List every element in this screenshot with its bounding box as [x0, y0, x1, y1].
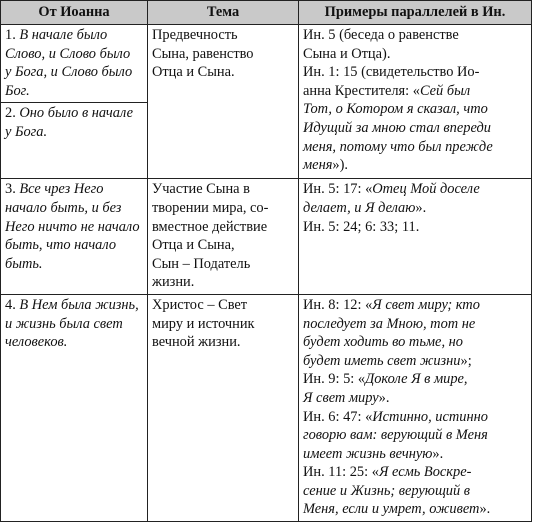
table-row [1, 25, 532, 103]
topic-cell [148, 179, 299, 295]
italic-text: Я свет миру [303, 389, 379, 406]
parallels-cell [299, 294, 532, 521]
text: Ин. 5 (беседа о равенстве [303, 27, 459, 43]
text-line [5, 104, 143, 123]
text-line [303, 500, 527, 519]
text-line [5, 218, 143, 237]
parallels-cell [299, 25, 532, 179]
italic-text: и жизнь была свет [5, 315, 123, 332]
italic-text: начало быть, и без [5, 199, 122, 216]
text-line [303, 119, 527, 138]
italic-text: Истинно, истинно [372, 408, 488, 425]
text-line [303, 352, 527, 371]
text: Ин. 8: 12: « [303, 296, 373, 313]
italic-text: Сей был [419, 82, 471, 99]
italic-text: меня [303, 157, 333, 174]
text: 1. [5, 27, 20, 43]
text-line [5, 315, 143, 334]
text: Ин. 11: 25: « [303, 464, 379, 481]
header-topic: Тема [148, 1, 299, 25]
header-parallels: Примеры параллелей в Ин. [299, 1, 532, 25]
text-line [303, 26, 527, 45]
italic-text: Доколе Я в мире, [365, 371, 468, 388]
italic-text: Бог. [5, 82, 30, 99]
italic-text: Идущий за мною стал впереди [303, 119, 491, 136]
text-line [303, 45, 527, 64]
italic-text: последует за Мною, тот не [303, 315, 476, 332]
italic-text: Слово, и Слово было [5, 45, 131, 62]
italic-text: Отец Мой доселе [372, 181, 480, 198]
italic-text: Все чрез Него [19, 181, 104, 198]
john-cell [1, 103, 148, 179]
text-line [5, 180, 143, 199]
text-line: вместное действие [152, 218, 268, 235]
text-line [303, 389, 527, 408]
italic-text: Оно было в начале [19, 105, 134, 122]
text-line: Предвечность [152, 27, 238, 43]
text-line: Отца и Сына, [152, 237, 235, 254]
table-row [1, 179, 532, 295]
text-line [5, 199, 143, 218]
text-line [5, 333, 143, 352]
text: Ин. 5: 17: « [303, 181, 373, 198]
text: 2. [5, 105, 20, 122]
text-line [303, 463, 527, 482]
italic-text: сение и Жизнь; верующий в [303, 482, 471, 499]
italic-text: будет ходить во тьме, но [303, 334, 463, 351]
text-line: миру и источник [152, 315, 255, 332]
text-line [303, 138, 527, 157]
italic-text: будет иметь свет жизни [303, 352, 461, 369]
text-line [5, 63, 143, 82]
john-cell [1, 179, 148, 295]
text-line [303, 296, 527, 315]
table-row [1, 294, 532, 521]
italic-text: имеет жизнь вечную [303, 445, 433, 462]
text-line [303, 370, 527, 389]
topic-cell [148, 294, 299, 521]
text: »; [460, 352, 472, 369]
text-line [303, 218, 527, 237]
italic-text: Я свет миру; кто [372, 296, 480, 313]
text: ». [378, 389, 390, 406]
text-line: жизни. [152, 274, 195, 291]
text-line [303, 180, 527, 199]
italic-text: Я есмь Воскре- [378, 464, 472, 481]
italic-text: меня, потому что был прежде [303, 138, 493, 155]
text-line [303, 100, 527, 119]
text-line [5, 123, 143, 142]
text-line [5, 236, 143, 255]
text-line [303, 63, 527, 82]
text: ». [432, 445, 444, 462]
text: ». [415, 199, 427, 216]
header-row [1, 1, 532, 25]
text-line [303, 408, 527, 427]
text: 3. [5, 181, 20, 198]
text: Ин. 9: 5: « [303, 371, 366, 388]
john-cell [1, 294, 148, 521]
text: 4. [5, 296, 20, 313]
italic-text: быть, что начало [5, 237, 117, 254]
text-line: Участие Сына в [152, 181, 250, 198]
text-line [303, 445, 527, 464]
text: ». [479, 501, 491, 518]
text-line [5, 255, 143, 274]
text-line [303, 199, 527, 218]
text-line: Сын – Податель [152, 255, 251, 272]
text-line [303, 426, 527, 445]
italic-text: Тот, о Котором я сказал, что [303, 101, 488, 118]
italic-text: у Бога. [5, 123, 48, 140]
text: Ин. 1: 15 (свидетельство Ио- [303, 64, 480, 81]
text-line [5, 82, 143, 101]
text-line: Сына, равенство [152, 45, 254, 62]
text: Ин. 6: 47: « [303, 408, 373, 425]
italic-text: делает, и Я делаю [303, 199, 416, 216]
italic-text: быть. [5, 255, 43, 272]
text-line [5, 296, 143, 315]
italic-text: говорю вам: верующий в Меня [303, 427, 488, 444]
text-line: вечной жизни. [152, 334, 241, 351]
text-line: творении мира, со- [152, 199, 269, 216]
parallels-cell [299, 179, 532, 295]
header-john: От Иоанна [1, 1, 148, 25]
john-cell [1, 25, 148, 103]
text-line [303, 333, 527, 352]
italic-text: Него ничто не начало [5, 218, 140, 235]
italic-text: у Бога, и Слово было [5, 64, 133, 81]
text-line [303, 315, 527, 334]
italic-text: человеков. [5, 334, 68, 351]
text: »). [332, 157, 348, 174]
text: Сына и Отца). [303, 45, 391, 62]
italic-text: В Нем была жизнь, [19, 296, 139, 313]
text-line: Отца и Сына. [152, 64, 235, 81]
text-line [303, 82, 527, 101]
text: анна Крестителя: « [303, 82, 420, 99]
text-line [5, 26, 143, 45]
text-line [303, 156, 527, 175]
text-line [303, 482, 527, 501]
text-line [5, 45, 143, 64]
text-line: Христос – Свет [152, 296, 248, 313]
italic-text: Меня, если и умрет, оживет [303, 501, 480, 518]
italic-text: В начале было [19, 27, 108, 43]
topic-cell [148, 25, 299, 179]
text: Ин. 5: 24; 6: 33; 11. [303, 218, 420, 235]
